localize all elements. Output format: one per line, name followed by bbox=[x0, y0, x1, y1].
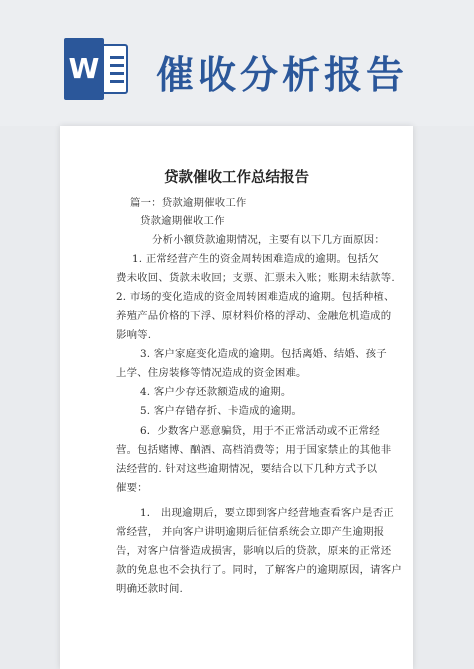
body-line: 2. 市场的变化造成的资金周转困难造成的逾期。包括种植、 bbox=[116, 291, 395, 303]
body-line: 款的免息也不会执行了。同时，了解客户的逾期原因，请客户 bbox=[116, 564, 402, 576]
body-line: 常经营， 并向客户讲明逾期后征信系统会立即产生逾期报 bbox=[116, 526, 385, 538]
body-line: 催要： bbox=[116, 482, 148, 494]
body-line: 养殖产品价格的下浮、原材料价格的浮动、金融危机造成的 bbox=[116, 310, 392, 322]
word-document-icon bbox=[64, 38, 128, 100]
document-page bbox=[60, 126, 413, 669]
banner-title: 催收分析报告 bbox=[156, 53, 409, 97]
body-line: 费未收回、货款未收回；支票、汇票未入账；账期未结款等. bbox=[116, 272, 395, 284]
body-line: 4. 客户少存还款额造成的逾期。 bbox=[140, 386, 292, 398]
body-line: 影响等. bbox=[116, 329, 152, 341]
document-title: 贷款催收工作总结报告 bbox=[164, 170, 309, 186]
body-line: 分析小额贷款逾期情况，主要有以下几方面原因： bbox=[152, 234, 385, 246]
body-line: 告，对客户信誉造成损害，影响以后的贷款，原来的正常还 bbox=[116, 545, 392, 557]
body-line: 贷款逾期催收工作 bbox=[140, 215, 225, 227]
body-line: 3. 客户家庭变化造成的逾期。包括离婚、结婚、孩子 bbox=[140, 348, 387, 360]
banner bbox=[0, 0, 474, 126]
body-line: 1. 正常经营产生的资金周转困难造成的逾期。包括欠 bbox=[132, 253, 379, 265]
body-line: 6．少数客户恶意骗贷，用于不正常活动或不正常经 bbox=[140, 425, 380, 437]
body-line: 营。包括赌博、酗酒、高档消费等；用于国家禁止的其他非 bbox=[116, 444, 392, 456]
body-line: 明确还款时间. bbox=[116, 583, 184, 595]
body-line: 5. 客户存错存折、卡造成的逾期。 bbox=[140, 405, 303, 417]
word-icon-letter: W bbox=[64, 38, 104, 100]
body-line: 1． 出现逾期后，要立即到客户经营地查看客户是否正 bbox=[140, 507, 394, 519]
body-line: 篇一：贷款逾期催收工作 bbox=[130, 197, 247, 209]
body-line: 上学、住房装修等情况造成的资金困难。 bbox=[116, 367, 307, 379]
body-line: 法经营的. 针对这些逾期情况，要结合以下几种方式予以 bbox=[116, 463, 378, 475]
